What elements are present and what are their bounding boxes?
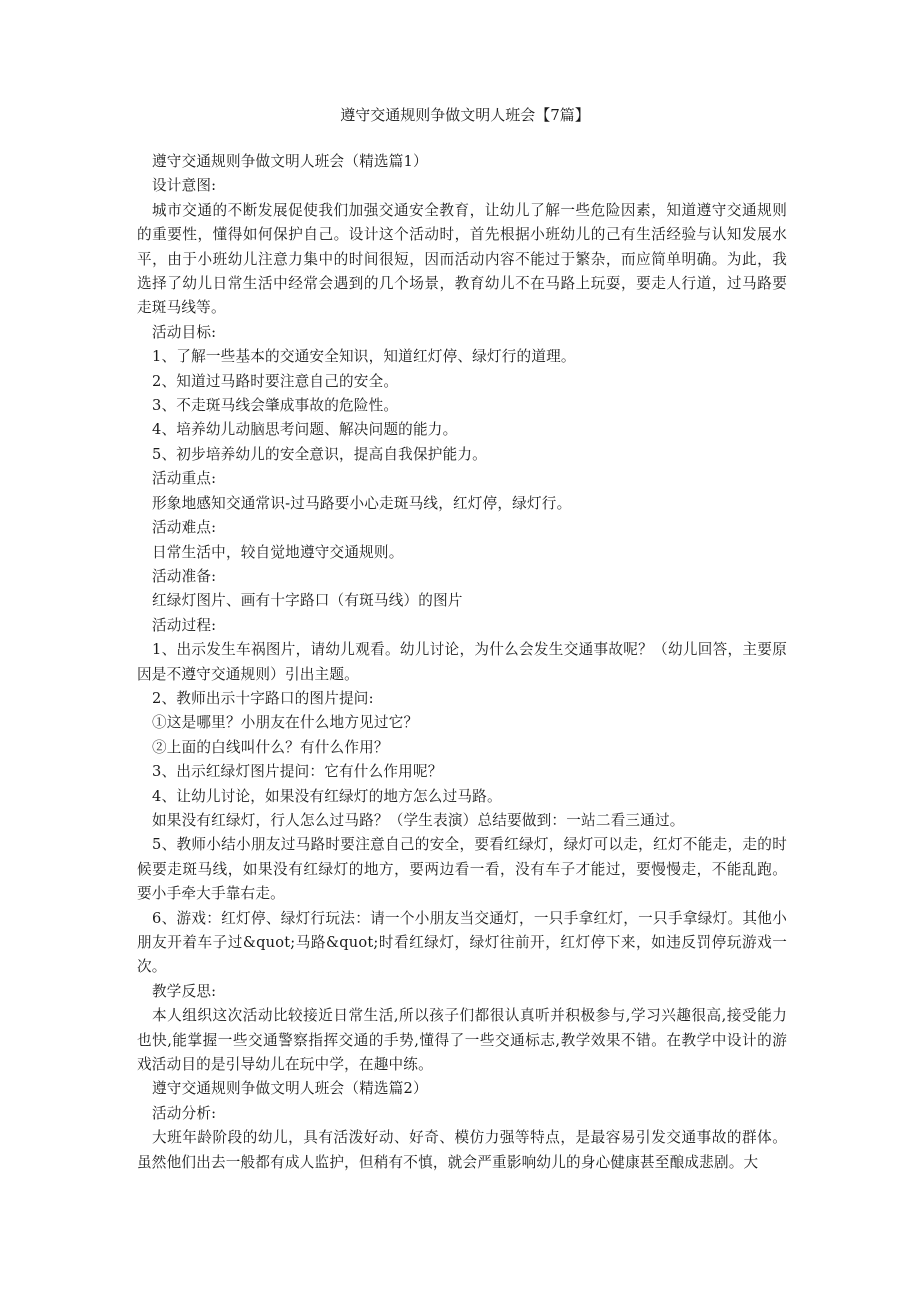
list-item: 5、初步培养幼儿的安全意识，提高自我保护能力。 <box>152 445 487 463</box>
list-item: 4、培养幼儿动脑思考问题、解决问题的能力。 <box>152 421 458 439</box>
paragraph: 如果没有红绿灯，行人怎么过马路？（学生表演）总结要做到：一站二看三通过。 <box>152 811 685 829</box>
list-item: 1、了解一些基本的交通安全知识，知道红灯停、绿灯行的道理。 <box>152 348 576 366</box>
list-item: 1、出示发生车祸图片，请幼儿观看。幼儿讨论，为什么会发生交通事故呢？（幼儿回答，主要原因是不遵守交通规则）引出主题。 <box>137 641 787 683</box>
subheading: 活动难点: <box>152 519 217 537</box>
paragraph: 城市交通的不断发展促使我们加强交通安全教育，让幼儿了解一些危险因素，知道遵守交通规则的重要性，懂得如何保护自己。设计这个活动时，首先根据小班幼儿的己有生活经验与认知发展水平，由于小班幼儿注意力集中的时间很短，因而活动内容不能过于繁杂，而应简单明确。为此，我选择了幼儿日常生活中经常会遇到的几个场景，教育幼儿不在马路上玩耍，要走人行道，过马路要走斑马线等。 <box>137 201 787 317</box>
document-body <box>137 150 787 1175</box>
list-item: ①这是哪里？小朋友在什么地方见过它？ <box>152 714 419 732</box>
document-title: 遵守交通规则争做文明人班会【7篇】 <box>340 106 590 124</box>
section-heading: 遵守交通规则争做文明人班会（精选篇1） <box>152 153 428 170</box>
list-item: ②上面的白线叫什么？有什么作用？ <box>152 738 389 756</box>
section-heading: 遵守交通规则争做文明人班会（精选篇2） <box>152 1080 428 1098</box>
subheading: 活动分析: <box>152 1104 217 1122</box>
paragraph: 形象地感知交通常识-过马路要小心走斑马线，红灯停，绿灯行。 <box>152 494 572 512</box>
document-page <box>137 104 787 1175</box>
subheading: 教学反思: <box>152 982 217 1000</box>
subheading: 设计意图: <box>152 177 217 195</box>
paragraph: 大班年龄阶段的幼儿，具有活泼好动、好奇、模仿力强等特点，是最容易引发交通事故的群体。虽然他们出去一般都有成人监护，但稍有不慎，就会严重影响幼儿的身心健康甚至酿成悲剧。大 <box>137 1129 787 1171</box>
list-item: 6、游戏：红灯停、绿灯行玩法：请一个小朋友当交通灯，一只手拿红灯，一只手拿绿灯。其他小朋友开着车子过&quot;马路&quot;时看红绿灯，绿灯往前开，红灯停下来，如违反罚停玩游戏一次。 <box>137 909 787 976</box>
list-item: 4、让幼儿讨论，如果没有红绿灯的地方怎么过马路。 <box>152 787 502 805</box>
paragraph: 红绿灯图片、画有十字路口（有斑马线）的图片 <box>152 592 463 610</box>
subheading: 活动目标: <box>152 323 217 341</box>
list-item: 2、教师出示十字路口的图片提问: <box>152 689 374 707</box>
list-item: 2、知道过马路时要注意自己的安全。 <box>152 372 399 390</box>
paragraph: 日常生活中，较自觉地遵守交通规则。 <box>152 543 404 561</box>
paragraph: 本人组织这次活动比较接近日常生活,所以孩子们都很认真听并积极参与,学习兴趣很高,接受能力也快,能掌握一些交通警察指挥交通的手势,懂得了一些交通标志,教学效果不错。在教学中设计的游戏活动目的是引导幼儿在玩中学，在趣中练。 <box>137 1007 787 1074</box>
subheading: 活动准备: <box>152 567 217 585</box>
subheading: 活动重点: <box>152 470 217 488</box>
subheading: 活动过程: <box>152 616 217 634</box>
list-item: 5、教师小结小朋友过马路时要注意自己的安全，要看红绿灯，绿灯可以走，红灯不能走，走的时候要走斑马线，如果没有红绿灯的地方，要两边看一看，没有车子才能过，要慢慢走，不能乱跑。要小手牵大手靠右走。 <box>137 836 787 903</box>
list-item: 3、不走斑马线会肇成事故的危险性。 <box>152 397 399 415</box>
list-item: 3、出示红绿灯图片提问：它有什么作用呢？ <box>152 763 443 781</box>
